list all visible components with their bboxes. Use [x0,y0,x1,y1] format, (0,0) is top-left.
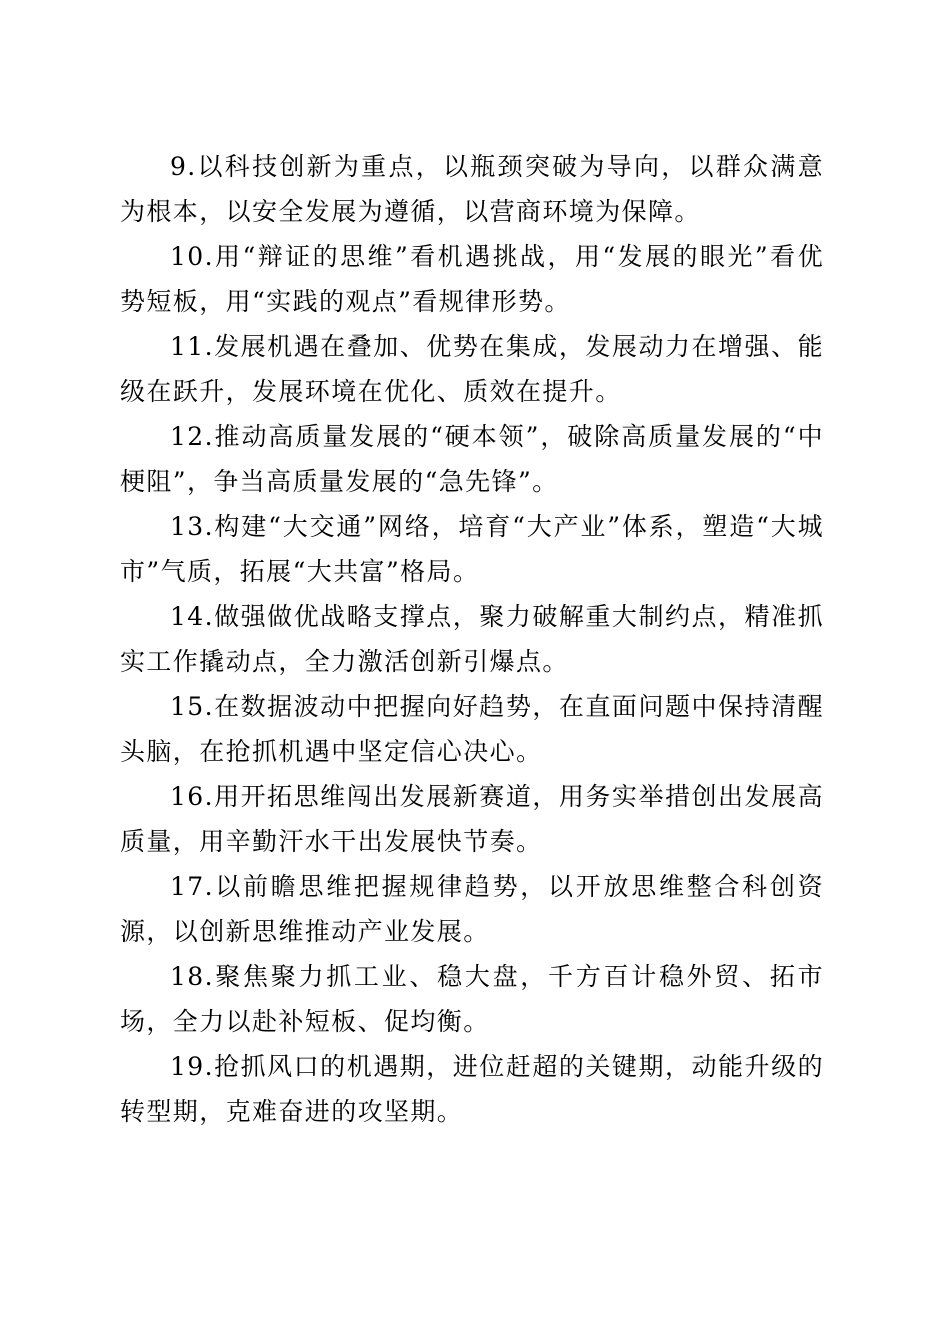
document-body [120,144,824,1134]
list-item: 13.构建“大交通”网络，培育“大产业”体系，塑造“大城市”气质，拓展“大共富”格局。 [120,512,824,586]
list-item: 12.推动高质量发展的“硬本领”，破除高质量发展的“中梗阻”，争当高质量发展的“急先锋”。 [120,422,824,496]
list-item: 16.用开拓思维闯出发展新赛道，用务实举措创出发展高质量，用辛勤汗水干出发展快节奏。 [120,782,824,856]
list-item: 9.以科技创新为重点，以瓶颈突破为导向，以群众满意为根本，以安全发展为遵循，以营商环境为保障。 [120,152,824,226]
list-item: 15.在数据波动中把握向好趋势，在直面问题中保持清醒头脑，在抢抓机遇中坚定信心决心。 [120,692,824,766]
list-item: 10.用“辩证的思维”看机遇挑战，用“发展的眼光”看优势短板，用“实践的观点”看规律形势。 [120,242,824,316]
list-item: 18.聚焦聚力抓工业、稳大盘，千方百计稳外贸、拓市场，全力以赴补短板、促均衡。 [120,962,824,1036]
list-item: 19.抢抓风口的机遇期，进位赶超的关键期，动能升级的转型期，克难奋进的攻坚期。 [120,1052,824,1126]
list-item: 11.发展机遇在叠加、优势在集成，发展动力在增强、能级在跃升，发展环境在优化、质效在提升。 [120,332,824,406]
list-item: 17.以前瞻思维把握规律趋势，以开放思维整合科创资源，以创新思维推动产业发展。 [120,872,824,946]
list-item: 14.做强做优战略支撑点，聚力破解重大制约点，精准抓实工作撬动点，全力激活创新引爆点。 [120,602,824,676]
